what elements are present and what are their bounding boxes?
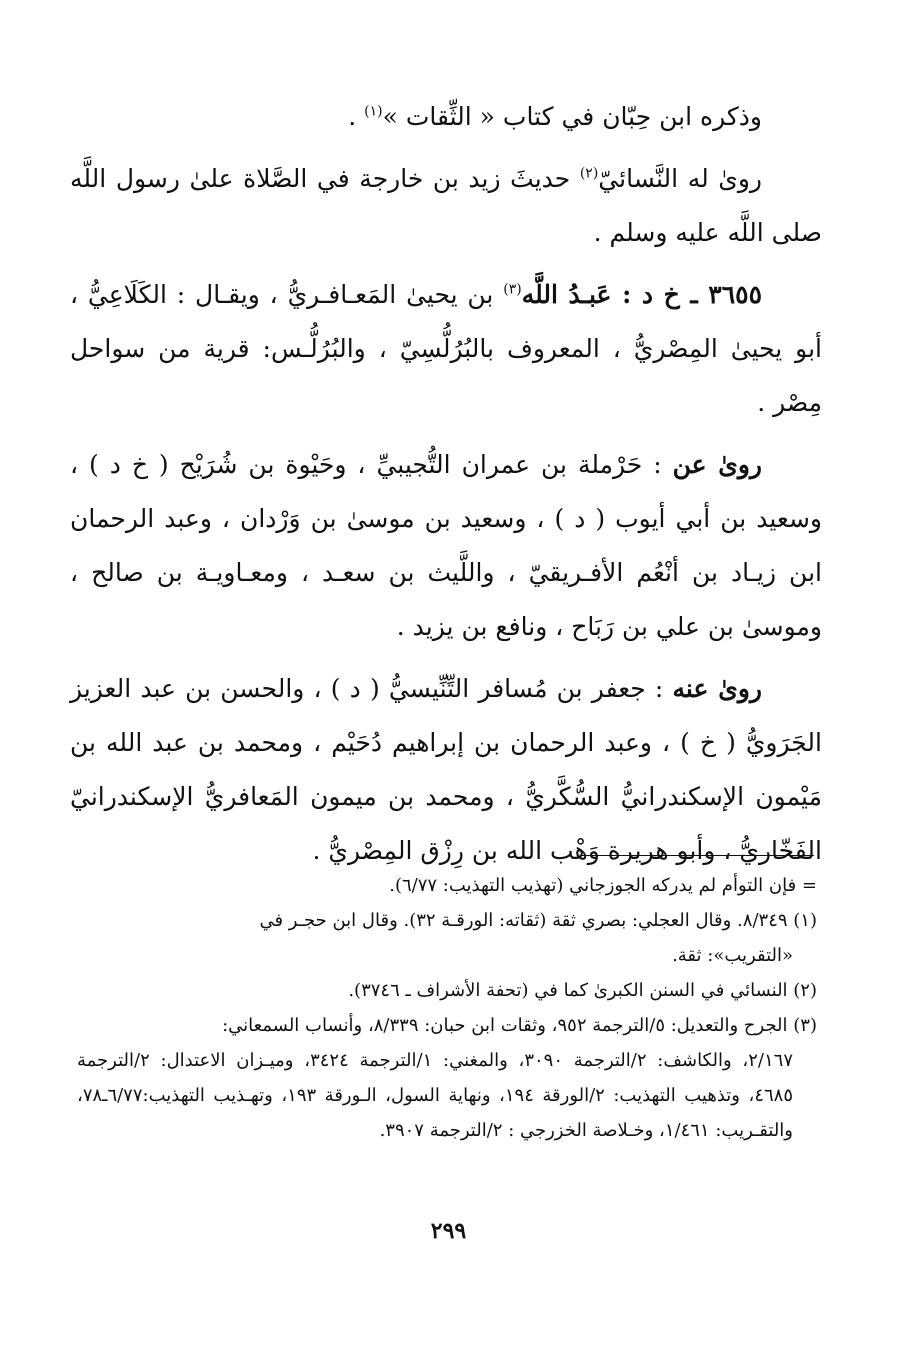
page-number: ٢٩٩ bbox=[430, 1218, 467, 1244]
paragraph-text: وذكره ابن حِبّان في كتاب « الثِّقات » bbox=[382, 102, 762, 131]
biography-entry-3655 bbox=[70, 268, 822, 430]
paragraph-end: . bbox=[348, 102, 365, 131]
footnote-divider bbox=[582, 855, 814, 856]
footnote-ref-1: (١) bbox=[364, 103, 383, 120]
entry-description: بن يحيىٰ المَعـافـريُّ ، ويقـال : الكَلَاعِيُّ ، أبو يحيىٰ المِصْريُّ ، المعروف بالبُرُلُّسِيّ ، والبُرُلُّـس: قرية من سواحل مِصْر . bbox=[70, 280, 822, 417]
narrated-by-label: روىٰ عنه bbox=[672, 674, 763, 703]
footnote-3: (٣) الجرح والتعديل: ٥/الترجمة ٩٥٢، وثقات ابن حبان: ٨/٣٣٩، وأنساب السمعاني: bbox=[222, 1015, 817, 1036]
narrated-from-label: روىٰ عن bbox=[672, 450, 763, 479]
main-text bbox=[70, 90, 822, 886]
entry-name: عَبـدُ اللَّه bbox=[521, 280, 623, 309]
paragraph-ibn-hibban bbox=[70, 90, 822, 144]
narrated-from-list: : حَرْملة بن عمران التُّجيبيِّ ، وحَيْوة بن شُرَيْح ( خ د ) ، وسعيد بن أبي أيوب ( د ) ، وسعيد بن موسىٰ بن وَرْدان ، وعبد الرحمان ابن زيـاد بن أنْعُم الأفـريقيّ ، واللَّيث بن سعـد ، ومعـاويـة بن صالح ، وموسىٰ بن علي بن رَبَاح ، ونافع بن يزيد . bbox=[70, 450, 822, 641]
footnote-1-cont: «التقريب»: ثقة. bbox=[672, 945, 793, 966]
footnotes bbox=[77, 868, 817, 1148]
narrated-by-section bbox=[70, 662, 822, 878]
narrated-by-list: : جعفر بن مُسافر التِّنِّيسيُّ ( د ) ، والحسن بن عبد العزيز الجَرَويُّ ( خ ) ، وعبد الرحمان بن إبراهيم دُحَيْم ، ومحمد بن عبد الله بن مَيْمون الإسكندرانيُّ السُّكَّريُّ ، ومحمد بن ميمون المَعافريُّ الإسكندرانيّ الفَخّاريُّ ، وأبو هريرة وَهْب الله بن رِزْق المِصْريُّ . bbox=[70, 674, 822, 865]
footnote-2: (٢) النسائي في السنن الكبرىٰ كما في (تحفة الأشراف ـ ٣٧٤٦). bbox=[348, 980, 817, 1001]
paragraph-text: روىٰ له النَّسائيّ bbox=[598, 164, 763, 193]
narrated-from-section bbox=[70, 438, 822, 654]
footnote-continued: = فإن التوأم لم يدركه الجوزجاني (تهذيب التهذيب: ٦/٧٧). bbox=[389, 875, 817, 896]
paragraph-text-cont: حديثَ زيد بن خارجة في الصَّلاة علىٰ رسول اللَّه صلى اللَّه عليه وسلم . bbox=[70, 164, 822, 247]
footnote-3-cont: ٢/١٦٧، والكاشف: ٢/الترجمة ٣٠٩٠، والمغني: ١/الترجمة ٣٤٢٤، وميـزان الاعتدال: ٢/الترجمة ٤٦٨٥، وتذهيب التهذيب: ٢/الورقة ١٩٤، ونهاية السول، الـورقة ١٩٣، وتهـذيب التهذيب:٦/٧٧ـ٧٨، والتقـريب: ١/٤٦١، وخـلاصة الخزرجي : ٢/الترجمة ٣٩٠٧. bbox=[77, 1050, 793, 1141]
paragraph-nasai bbox=[70, 152, 822, 260]
footnote-ref-3: (٣) bbox=[503, 281, 522, 298]
footnote-1: (١) ٨/٣٤٩. وقال العجلي: بصري ثقة (ثقاته: الورقـة ٣٢). وقال ابن حجـر في bbox=[259, 910, 817, 931]
entry-number: ٣٦٥٥ ـ خ د : bbox=[622, 280, 762, 309]
footnote-ref-2: (٢) bbox=[579, 165, 599, 182]
